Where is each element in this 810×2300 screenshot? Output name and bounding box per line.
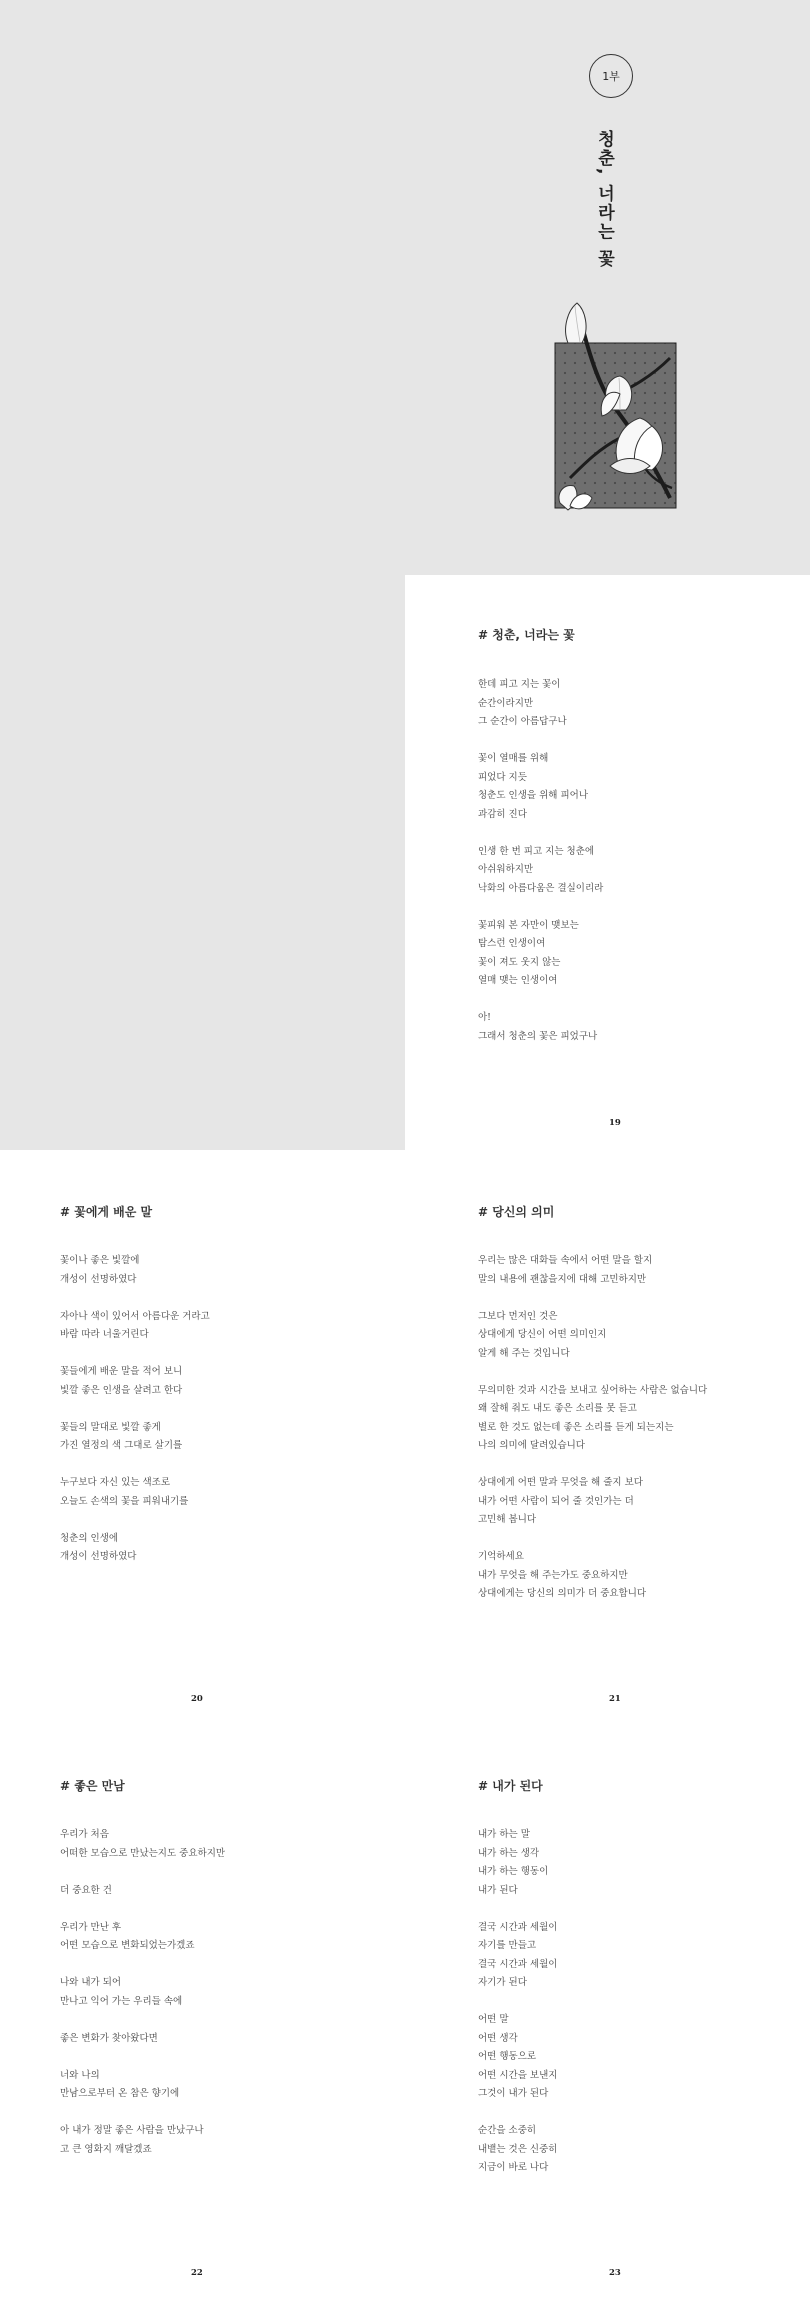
poem-line: 청춘의 인생에 (60, 1532, 119, 1544)
poem-line: 피었다 지듯 (478, 771, 527, 783)
poem-line: 그 순간이 아름답구나 (478, 716, 567, 727)
stanza (60, 1530, 320, 1567)
poem-title-20: # 꽃에게 배운 말 (60, 1205, 153, 1219)
poem-line: 꽃이 열매를 위해 (478, 753, 549, 764)
poem-line: 말의 내용에 괜찮을지에 대해 고민하지만 (478, 1273, 647, 1285)
stanza (478, 917, 738, 991)
poem-line: 어떤 행동으로 (478, 2051, 537, 2062)
blank-page-left (0, 0, 405, 575)
stanza (478, 843, 738, 899)
poem-line: 어떤 생각 (478, 2032, 518, 2044)
poem-line: 내가 하는 생각 (478, 1847, 540, 1859)
poem-line: 좋은 변화가 찾아왔다면 (60, 2032, 158, 2044)
poem-line: 고 큰 영화지 깨달겠죠 (60, 2143, 152, 2155)
poem-line: 우리가 만난 후 (60, 1921, 122, 1933)
poem-line: 내가 어떤 사람이 되어 줄 것인가는 더 (478, 1495, 634, 1507)
poem-line: 결국 시간과 세월이 (478, 1958, 558, 1970)
chapter-number-badge (589, 54, 633, 98)
stanza (478, 1009, 738, 1046)
poem-line: 내가 하는 말 (478, 1829, 530, 1840)
stanza (60, 1252, 320, 1289)
page-number-22: 22 (191, 2268, 203, 2278)
poem-line: 오늘도 손색의 꽃을 피워내기를 (60, 1495, 189, 1507)
stanza (60, 1974, 320, 2011)
poem-line: 빛깔 좋은 인생을 살려고 한다 (60, 1384, 183, 1396)
poem-title-23: # 내가 된다 (478, 1779, 543, 1793)
poem-title-21: # 당신의 의미 (478, 1205, 555, 1219)
poem-line: 내뱉는 것은 신중히 (478, 2143, 558, 2155)
stanza (60, 1308, 320, 1345)
poem-line: 자아나 색이 있어서 아름다운 거라고 (60, 1310, 210, 1322)
stanza (60, 1419, 320, 1456)
poem-line: 어떤 말 (478, 2014, 509, 2025)
poem-body-19 (478, 676, 738, 1065)
poem-title-19: # 청춘, 너라는 꽃 (478, 628, 575, 642)
poem-line: 무의미한 것과 시간을 보내고 싶어하는 사람은 없습니다 (478, 1384, 708, 1396)
poem-line: 만나고 익어 가는 우리들 속에 (60, 1995, 183, 2007)
stanza (60, 1919, 320, 1956)
poem-line: 아쉬워하지만 (478, 864, 534, 875)
poem-body-21 (478, 1252, 778, 1622)
poem-line: 낙화의 아름다움은 결실이리라 (478, 882, 604, 894)
poem-line: 고민해 봅니다 (478, 1514, 537, 1525)
poem-line: 꽃이 져도 웃지 않는 (478, 956, 561, 968)
stanza (60, 1826, 320, 1863)
page-number-20: 20 (191, 1694, 203, 1704)
page-number-21: 21 (609, 1694, 621, 1704)
poem-line: 어떤 모습으로 변화되었는가겠죠 (60, 1940, 195, 1951)
chapter-number: 1부 (602, 70, 620, 83)
poem-line: 순간이라지만 (478, 697, 534, 709)
poem-body-23 (478, 1826, 738, 2196)
poem-body-20 (60, 1252, 320, 1585)
stanza (478, 1919, 738, 1993)
poem-line: 어떠한 모습으로 만났는지도 중요하지만 (60, 1847, 226, 1859)
poem-line: 상대에게는 당신의 의미가 더 중요합니다 (478, 1588, 647, 1599)
stanza (60, 1474, 320, 1511)
poem-line: 그것이 내가 된다 (478, 2088, 549, 2099)
poem-line: 열매 맺는 인생이여 (478, 975, 558, 986)
poem-line: 개성이 선명하였다 (60, 1273, 137, 1285)
stanza (60, 1882, 320, 1901)
poem-line: 내가 무엇을 해 주는가도 중요하지만 (478, 1569, 628, 1581)
stanza (478, 676, 738, 732)
poem-line: 나와 내가 되어 (60, 1977, 122, 1988)
poem-line: 가진 열정의 색 그대로 살기를 (60, 1440, 183, 1451)
poem-line: 자기를 만들고 (478, 1940, 537, 1951)
poem-line: 한데 피고 지는 꽃이 (478, 679, 561, 690)
poem-line: 내가 된다 (478, 1884, 518, 1896)
poem-line: 어떤 시간을 보낸지 (478, 2069, 558, 2081)
poem-line: 바람 따라 너울거린다 (60, 1329, 149, 1340)
poem-line: 우리는 많은 대화들 속에서 어떤 말을 할지 (478, 1255, 653, 1266)
poem-line: 아 내가 정말 좋은 사람을 만났구나 (60, 2125, 204, 2136)
poem-line: 만남으로부터 온 참은 향기에 (60, 2088, 180, 2099)
chapter-title: 청춘, 너라는 꽃 (594, 130, 614, 269)
poem-line: 과감히 진다 (478, 808, 527, 820)
blank-page-left-2 (0, 575, 405, 1150)
poem-line: 왜 잘해 줘도 내도 좋은 소리를 못 듣고 (478, 1403, 637, 1414)
stanza (478, 1548, 778, 1604)
page-number-19: 19 (609, 1118, 621, 1128)
page-number-23: 23 (609, 2268, 621, 2278)
stanza (60, 2067, 320, 2104)
poem-line: 더 중요한 건 (60, 1884, 112, 1896)
stanza (478, 2122, 738, 2178)
poem-line: 인생 한 번 피고 지는 청춘에 (478, 845, 595, 857)
poem-line: 아! (478, 1012, 491, 1023)
poem-line: 꽃이나 좋은 빛깔에 (60, 1255, 140, 1266)
stanza (60, 1363, 320, 1400)
poem-line: 지금이 바로 나다 (478, 2162, 549, 2173)
stanza (478, 750, 738, 824)
poem-line: 나의 의미에 달려있습니다 (478, 1440, 585, 1451)
poem-line: 개성이 선명하였다 (60, 1551, 137, 1562)
poem-line: 순간을 소중히 (478, 2125, 537, 2136)
stanza (478, 1474, 778, 1530)
poem-line: 청춘도 인생을 위해 피어나 (478, 790, 589, 801)
poem-line: 너와 나의 (60, 2069, 100, 2081)
stanza (478, 1252, 778, 1289)
stanza (478, 1382, 778, 1456)
poem-line: 결국 시간과 세월이 (478, 1921, 558, 1933)
poem-line: 상대에게 어떤 말과 무엇을 해 줄지 보다 (478, 1477, 643, 1488)
poem-line: 우리가 처음 (60, 1829, 109, 1840)
poem-line: 꽃들에게 배운 말을 적어 보니 (60, 1366, 183, 1377)
stanza (478, 2011, 738, 2104)
poem-body-22 (60, 1826, 320, 2178)
poem-line: 꽃피워 본 자만이 맺보는 (478, 919, 579, 931)
poem-title-22: # 좋은 만남 (60, 1779, 125, 1793)
stanza (60, 2030, 320, 2049)
stanza (478, 1826, 738, 1900)
poem-line: 기억하세요 (478, 1551, 524, 1562)
poem-line: 그래서 청춘의 꽃은 피었구나 (478, 1030, 598, 1042)
magnolia-branch-illustration (540, 298, 680, 520)
poem-line: 별로 한 것도 없는데 좋은 소리를 듣게 되는지는 (478, 1421, 674, 1433)
poem-line: 누구보다 자신 있는 색조로 (60, 1477, 171, 1488)
poem-line: 꽃들의 말대로 빛깔 좋게 (60, 1421, 161, 1433)
stanza (60, 2122, 320, 2159)
poem-line: 내가 하는 행동이 (478, 1866, 549, 1877)
poem-line: 자기가 된다 (478, 1977, 527, 1988)
poem-line: 상대에게 당신이 어떤 의미인지 (478, 1329, 607, 1340)
poem-line: 그보다 먼저인 것은 (478, 1310, 558, 1322)
poem-line: 탐스런 인생이여 (478, 938, 546, 949)
stanza (478, 1308, 778, 1364)
poem-line: 알게 해 주는 것입니다 (478, 1347, 570, 1359)
